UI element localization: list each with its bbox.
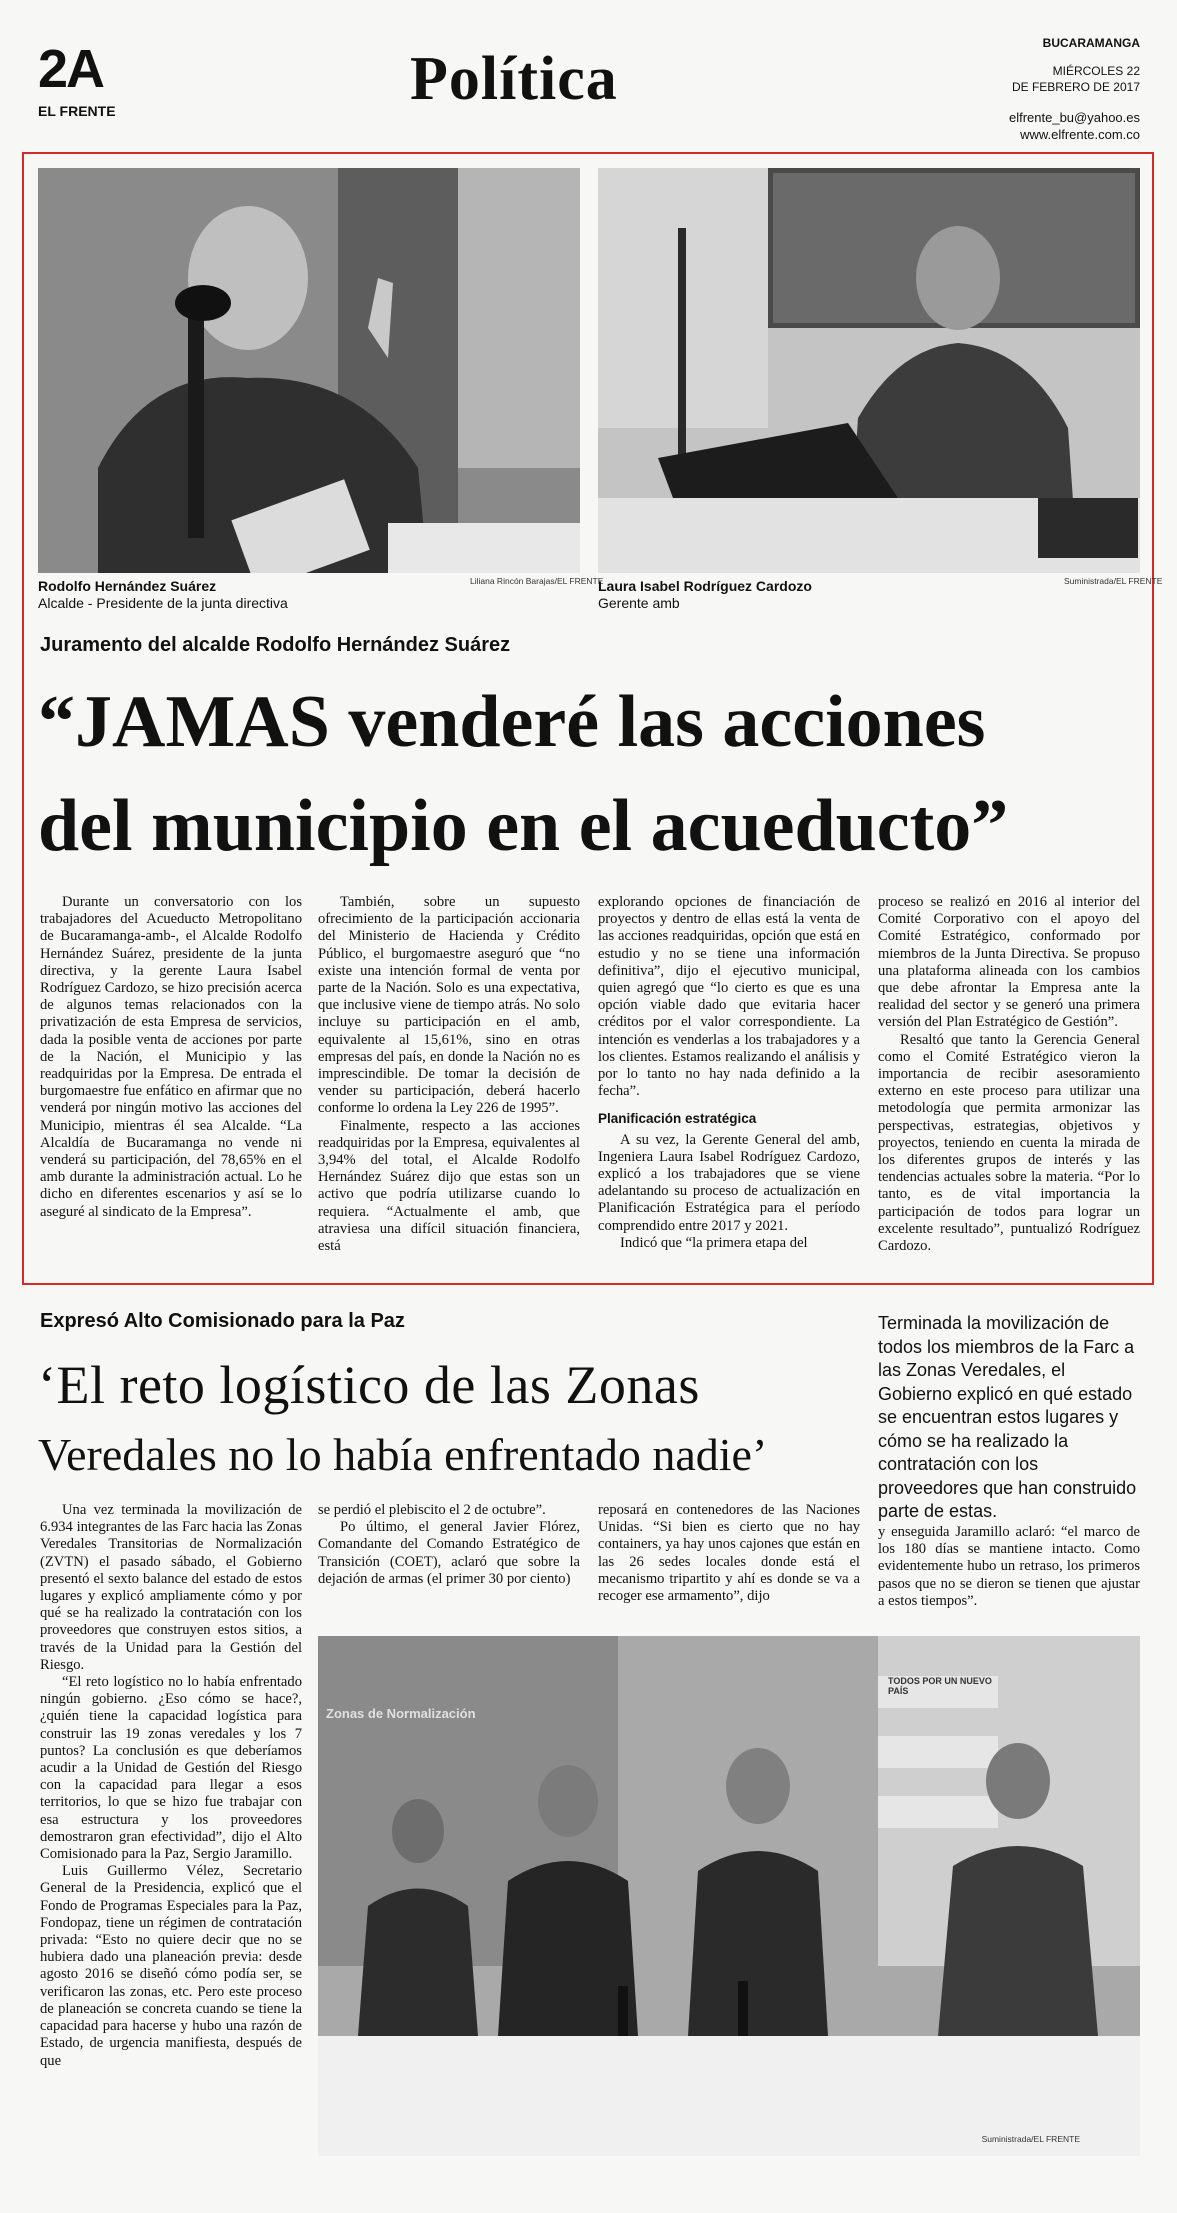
photo3-credit: Suministrada/EL FRENTE xyxy=(981,2134,1080,2144)
story1-col3-paragraph-3: Indicó que “la primera etapa del xyxy=(620,1234,808,1251)
story1-kicker: Juramento del alcalde Rodolfo Hernández Suárez xyxy=(40,634,511,656)
story2-col1-paragraph-3: Luis Guillermo Vélez, Secretario General de la Presidencia, explicó que el Fondo de Programas Especiales para la Paz, Fondopaz, tiene un régimen de contratación privada: “Esto no quiere decir que no se hubiera dado una planeación previa: desde agosto 2016 se diseñó cómo podía ser, se verificaron las zonas, etc. Pero este proceso de planeación se concreta cuando se tiene la capacidad para hacerse y hubo una razón de Estado, de urgencia manifiesta, después de que xyxy=(40,1863,302,2069)
story2-column-1 xyxy=(40,1502,302,2070)
photo1-caption-role: Alcalde - Presidente de la junta directiva xyxy=(38,595,288,611)
photo2-credit: Suministrada/EL FRENTE xyxy=(1064,576,1163,586)
city-label: BUCARAMANGA xyxy=(1042,36,1140,50)
mayor-illustration xyxy=(38,168,580,573)
story2-column-3 xyxy=(598,1502,860,1605)
story1-col3-paragraph-2: A su vez, la Gerente General del amb, Ingeniera Laura Isabel Rodríguez Cardozo, explicó a los trabajadores que se viene adelantando su proceso de actualización en Planificación Estratégica para el período comprendido entre 2017 y 2021. xyxy=(598,1131,860,1234)
date-line-2: DE FEBRERO DE 2017 xyxy=(1011,80,1140,94)
story1-column-1 xyxy=(40,894,302,1221)
story1-headline-line2: del municipio en el acueducto” xyxy=(38,785,1009,867)
story2-col2-paragraph-1: se perdió el plebiscito el 2 de octubre”. xyxy=(318,1502,546,1518)
story1-column-3 xyxy=(598,894,860,1252)
photo1-credit: Liliana Rincón Barajas/EL FRENTE xyxy=(470,576,604,586)
website-link[interactable]: www.elfrente.com.co xyxy=(1020,127,1140,142)
photo-mayor xyxy=(38,168,580,573)
story2-kicker: Expresó Alto Comisionado para la Paz xyxy=(40,1310,405,1332)
story2-headline-line1: ‘El reto logístico de las Zonas xyxy=(38,1355,700,1415)
story1-col3-paragraph-1: explorando opciones de financiación de proyectos y dentro de ellas está la venta de las acciones readquiridas, opción que está en estudio y no se tiene una información definitiva”, dijo el ejecutivo municipal, quien agregó que “lo cierto es que es una opción viable dado que evitaria hacer créditos por el valor correspondiente. La intención es venderlas a los trabajadores y a los clientes. Estamos realizando el análisis y por lo tanto no hay nada definido a la fecha”. xyxy=(598,894,860,1100)
banner-text: TODOS POR UN NUEVO PAÍS xyxy=(888,1676,992,1696)
date-line-1: MIÉRCOLES 22 xyxy=(1052,64,1140,78)
manager-illustration xyxy=(598,168,1140,573)
story2-col1-paragraph-2: “El reto logístico no lo había enfrentado ningún gobierno. ¿Eso cómo se hace?, ¿quién tiene la capacidad logística para construir las 19 zonas veredales y los 7 puntos? La conclusión es que deberíamos acudir a la Unidad de Gestión del Riesgo con la capacidad para llegar a esos territorios, lo que se hizo fue trabajar con esa estructura y los proveedores demostraron gran efectividad”, dijo el Alto Comisionado para la Paz, Sergio Jaramillo. xyxy=(40,1674,302,1863)
page-number: 2A xyxy=(38,39,104,99)
story1-column-4 xyxy=(878,894,1140,1255)
story1-subhead: Planificación estratégica xyxy=(598,1111,757,1127)
story1-col1-paragraph: Durante un conversatorio con los trabajadores del Acueducto Metropolitano de Bucaramanga-amb-, el Alcalde Rodolfo Hernández Suárez, presidente de la junta directiva, y la gerente Laura Isabel Rodríguez Cardozo, se hizo precisión acerca de algunos temas relacionados con la privatización de esta Empresa de servicios, dada la posible venta de acciones por parte de la Nación, el Municipio y las readquiridas por la Empresa. De entrada el burgomaestre fue enfático en afirmar que no venderá por ningún motivo las acciones del Municipio, mientras él sea Alcalde. “La Alcaldía de Bucaramanga no vende ni venderá su participación, del 78,65% en el amb durante la administración actual. Lo he dicho en diferentes escenarios y así se lo aseguré al sindicato de la Empresa”. xyxy=(40,894,302,1220)
story2-column-2 xyxy=(318,1502,580,1588)
email-link[interactable]: elfrente_bu@yahoo.es xyxy=(1008,110,1140,125)
story2-col2-paragraph-2: Po último, el general Javier Flórez, Comandante del Comando Estratégico de Transición (COET), aclaró que sobre la dejación de armas (el primer 30 por ciento) xyxy=(318,1519,580,1587)
masthead xyxy=(0,0,1177,150)
story1-column-2 xyxy=(318,894,580,1255)
section-title: Política xyxy=(410,45,618,113)
brand-name: EL FRENTE xyxy=(38,103,116,119)
story2-col4-paragraph-1: y enseguida Jaramillo aclaró: “el marco de los 180 días se mantiene intacto. Como evidentemente hubo un retraso, los primeros pasos que no se dieron se tienen que ajustar a estos tiempos”. xyxy=(878,1524,1140,1609)
photo1-caption-name: Rodolfo Hernández Suárez xyxy=(38,578,217,594)
photo2-caption-role: Gerente amb xyxy=(598,595,680,611)
photo-manager xyxy=(598,168,1140,573)
story1-col4-paragraph-1: proceso se realizó en 2016 al interior del Comité Corporativo con el apoyo del Comité Estratégico, conformado por miembros de la Junta Directiva. Se propuso una plataforma alineada con los cambios que debe afrontar la Empresa ante la realidad del sector y se generó una primera versión del Plan Estratégico de Gestión”. xyxy=(878,894,1140,1031)
photo2-caption-name: Laura Isabel Rodríguez Cardozo xyxy=(598,578,812,594)
story2-col1-paragraph-1: Una vez terminada la movilización de 6.934 integrantes de las Farc hacia las Zonas Veredales Transitorias de Normalización (ZVTN) el pasado sábado, el Gobierno presentó el sexto balance del estado de estos lugares y explicó ampliamente cómo y por qué se ha realizado la contratación con los proveedores que construyen estos sitios, a través de la Unidad para la Gestión del Riesgo. xyxy=(40,1502,302,1673)
story2-headline-line2: Veredales no lo había enfrentado nadie’ xyxy=(38,1429,768,1480)
story2-lead: Terminada la movilización de todos los miembros de la Farc a las Zonas Veredales, el Gobierno explicó en qué estado se encuentran estos lugares y cómo se ha realizado la contratación con los proveedores que han construido parte de estas. xyxy=(878,1313,1137,1521)
story1-col4-paragraph-2: Resaltó que tanto la Gerencia General como el Comité Estratégico vieron la importancia de recibir asesoramiento externo en este proceso para utilizar una metodología que permita armonizar las perspectivas, estrategias, objetivos y proyectos, teniendo en cuenta la mirada de los diferentes grupos de interés y las tendencias actuales sobre la materia. “Por lo tanto, es de vital importancia la participación de todos para lograr un excelente resultado”, puntualizó Rodríguez Cardozo. xyxy=(878,1031,1140,1255)
backdrop-text: Zonas de Normalización xyxy=(326,1706,476,1721)
story1-col2-paragraph-2: Finalmente, respecto a las acciones readquiridas por la Empresa, equivalentes al 3,94% del total, el Alcalde Rodolfo Hernández Suárez dijo que estas son un activo que podría utilizarse cuando lo requiera. “Actualmente el amb, que atraviesa una difícil situación financiera, está xyxy=(318,1117,580,1255)
story2-col3-paragraph-1: reposará en contenedores de las Naciones Unidas. “Si bien es cierto que no hay containers, ya hay unos cajones que están en las 26 sedes locales donde está el mecanismo tripartito y ahí es donde se va a recoger ese armamento”, dijo xyxy=(598,1502,860,1605)
photo-press-conference xyxy=(318,1636,1140,2156)
story2-column-4 xyxy=(878,1524,1140,1610)
story1-col2-paragraph-1: También, sobre un supuesto ofrecimiento de la participación accionaria del Ministerio de Hacienda y Crédito Público, el burgomaestre aseguró que “no existe una intención formal de venta por parte de la Nación. Solo es una expectativa, que inclusive viene de tiempo atrás. No solo incluye su participación en el amb, equivalente al 15,61%, sino en otras empresas del país, en donde la Nación no es imprescindible. De tomar la decisión de vender su participación, deberá hacerlo conforme lo ordena la Ley 226 de 1995”. xyxy=(318,894,580,1117)
story1-headline-line1: “JAMAS venderé las acciones xyxy=(38,681,986,763)
